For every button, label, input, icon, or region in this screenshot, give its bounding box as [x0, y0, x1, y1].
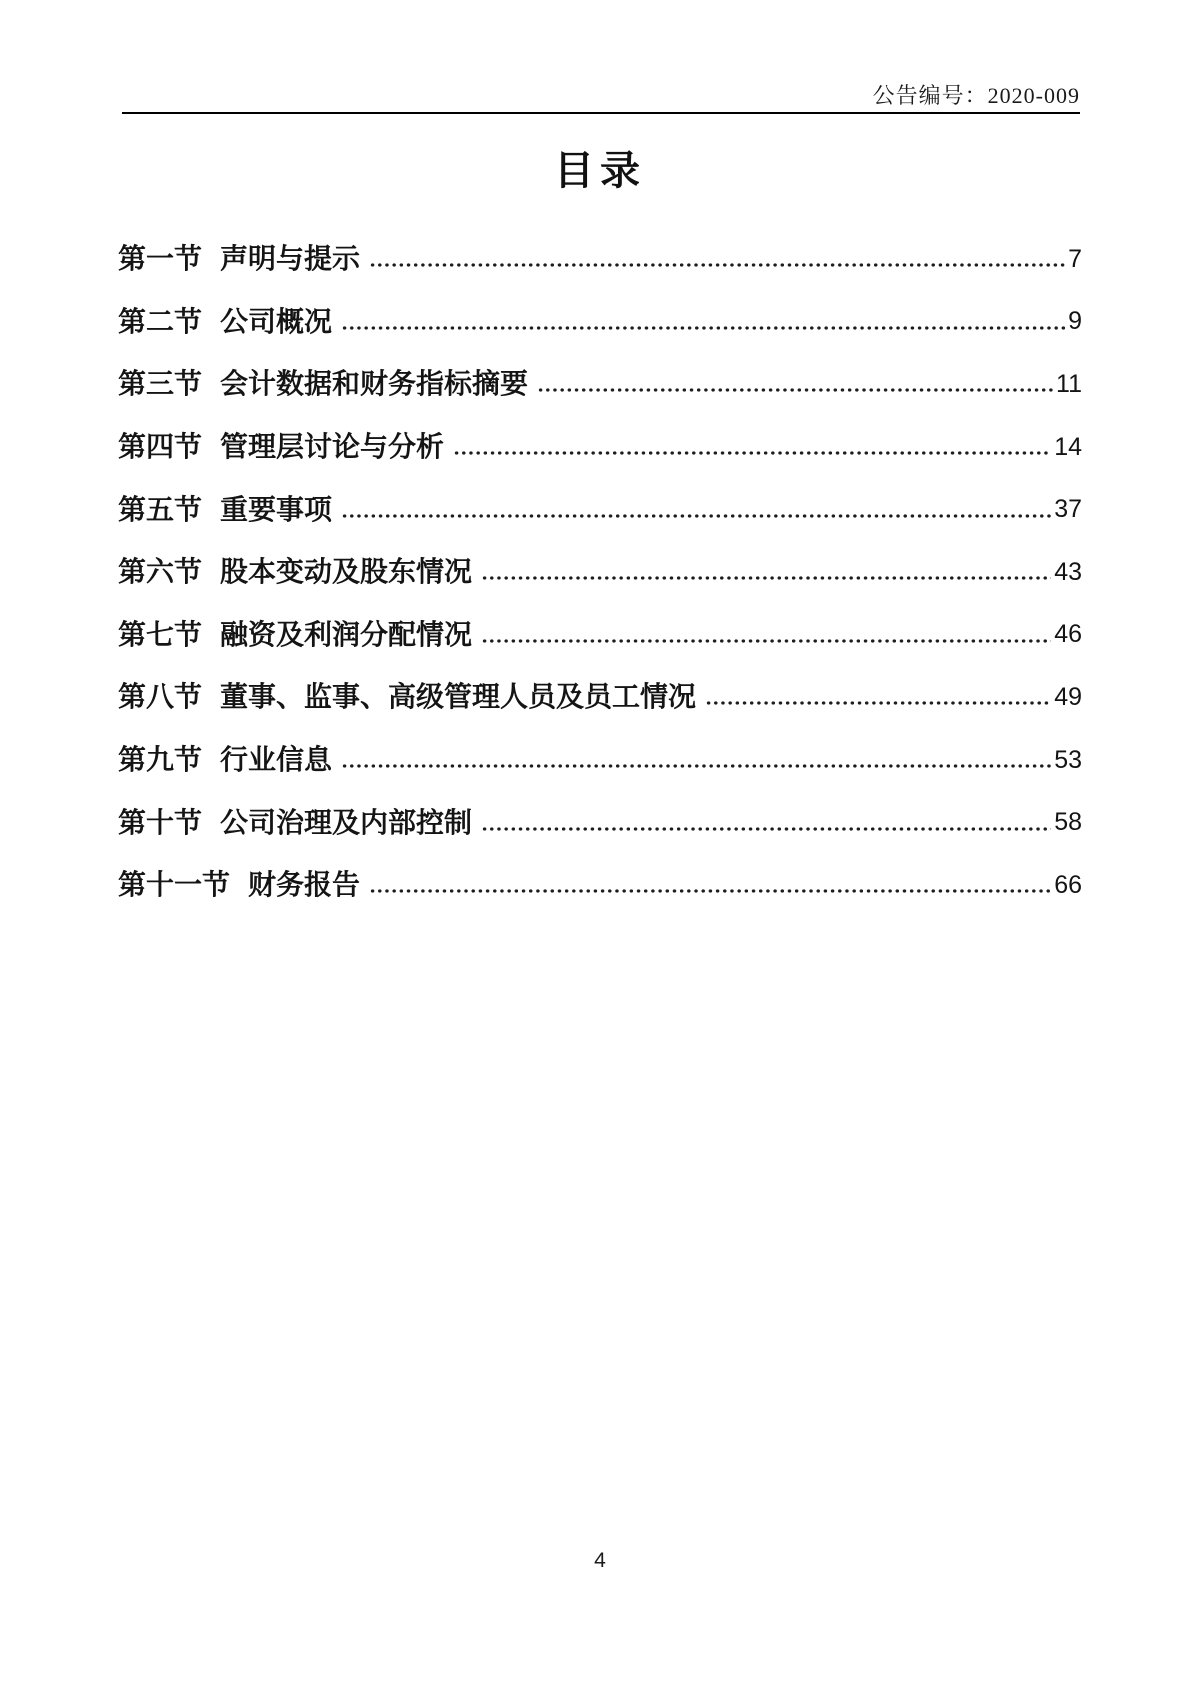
toc-entry-title: 财务报告: [248, 870, 361, 902]
toc-entry[interactable]: [118, 476, 1082, 539]
toc-page-number: 9: [1068, 307, 1082, 336]
toc-entry-title: 行业信息: [220, 745, 333, 777]
toc-entry-title: 会计数据和财务指标摘要: [220, 369, 529, 401]
toc-page-number: 46: [1054, 620, 1082, 649]
table-of-contents: [118, 226, 1082, 915]
toc-section-label: 第八节: [118, 682, 203, 714]
dot-leader: [369, 889, 1051, 893]
toc-section-label: 第五节: [118, 494, 203, 526]
toc-entry-title: 重要事项: [220, 494, 333, 526]
dot-leader: [537, 388, 1053, 392]
toc-section-label: 第六节: [118, 557, 203, 589]
toc-page-number: 37: [1054, 495, 1082, 524]
dot-leader: [341, 514, 1051, 518]
toc-entry[interactable]: [118, 852, 1082, 915]
toc-entry[interactable]: [118, 602, 1082, 665]
toc-section-label: 第十节: [118, 807, 203, 839]
toc-entry-title: 董事、监事、高级管理人员及员工情况: [220, 682, 697, 714]
announcement-number: 公告编号：2020-009: [872, 83, 1080, 108]
dot-leader: [369, 263, 1065, 267]
dot-leader: [705, 701, 1051, 705]
dot-leader: [341, 326, 1065, 330]
dot-leader: [453, 451, 1051, 455]
toc-page-number: 14: [1054, 432, 1082, 461]
dot-leader: [481, 639, 1051, 643]
header-rule: [122, 112, 1080, 114]
toc-section-label: 第九节: [118, 745, 203, 777]
toc-entry-title: 声明与提示: [220, 244, 361, 276]
toc-entry[interactable]: [118, 351, 1082, 414]
toc-section-label: 第十一节: [118, 870, 231, 902]
toc-entry-title: 融资及利润分配情况: [220, 619, 473, 651]
toc-page-number: 66: [1054, 870, 1082, 899]
toc-page-number: 53: [1054, 745, 1082, 774]
toc-section-label: 第四节: [118, 432, 203, 464]
toc-entry-title: 公司治理及内部控制: [220, 807, 473, 839]
toc-page-number: 7: [1068, 244, 1082, 273]
toc-page-number: 58: [1054, 808, 1082, 837]
dot-leader: [481, 827, 1051, 831]
toc-page-number: 11: [1056, 369, 1082, 398]
footer-page-number: 4: [594, 1549, 606, 1572]
toc-section-label: 第三节: [118, 369, 203, 401]
toc-entry[interactable]: [118, 289, 1082, 352]
toc-entry[interactable]: [118, 727, 1082, 790]
toc-section-label: 第一节: [118, 244, 203, 276]
toc-entry[interactable]: [118, 539, 1082, 602]
toc-entry[interactable]: [118, 414, 1082, 477]
toc-entry[interactable]: [118, 789, 1082, 852]
toc-entry-title: 公司概况: [220, 306, 333, 338]
page-title: 目录: [554, 149, 646, 193]
toc-entry-title: 股本变动及股东情况: [220, 557, 473, 589]
dot-leader: [481, 576, 1051, 580]
toc-page-number: 43: [1054, 557, 1082, 586]
toc-section-label: 第二节: [118, 306, 203, 338]
toc-entry[interactable]: [118, 226, 1082, 289]
dot-leader: [341, 764, 1051, 768]
toc-entry-title: 管理层讨论与分析: [220, 432, 445, 464]
toc-section-label: 第七节: [118, 619, 203, 651]
toc-page-number: 49: [1054, 682, 1082, 711]
toc-entry[interactable]: [118, 664, 1082, 727]
